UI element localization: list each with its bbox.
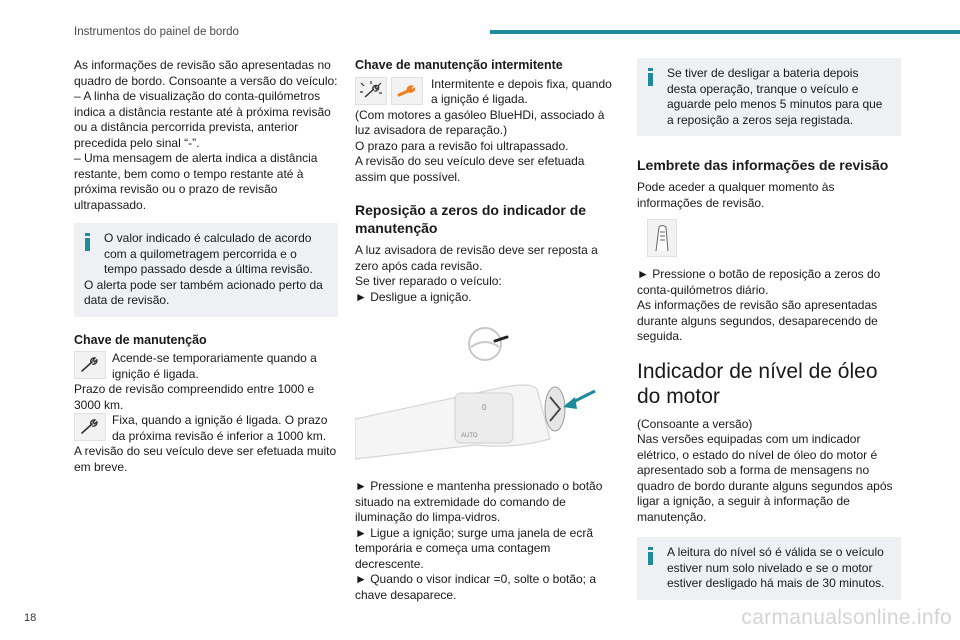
column-1 — [74, 58, 338, 475]
wrench-orange-icon — [391, 77, 423, 105]
watermark: carmanualsonline.info — [741, 606, 952, 629]
battery-note — [637, 58, 901, 136]
reminder-intro: Pode aceder a qualquer momento às informações de revisão. — [637, 180, 835, 210]
wrench-icon — [74, 413, 106, 441]
flashing-key-item: Intermitente e depois fixa, quando a ignição é ligada. — [355, 77, 617, 108]
column-3 — [637, 58, 901, 600]
note-line-2: O alerta pode ser também acionado perto da data de revisão. — [84, 277, 323, 307]
reminder-step-1: ► Pressione o botão de reposição a zeros do conta-quilómetros diário. — [637, 267, 881, 297]
intro-paragraph: As informações de revisão são apresentadas no quadro de bordo. Consoante a versão do veículo: — [74, 58, 338, 88]
page-number: 18 — [24, 612, 37, 624]
reset-intro-2: Se tiver reparado o veículo: — [355, 274, 502, 288]
intro-bullet-2: – Uma mensagem de alerta indica a distância restante, bem como o tempo restante até à próxima revisão ou o prazo de revisão ultrapassado. — [74, 151, 318, 212]
maintenance-key-item-1: Acende-se temporariamente quando a ignição é ligada. — [74, 351, 338, 382]
info-note — [74, 223, 338, 317]
heading-reminder: Lembrete das informações de revisão — [637, 157, 889, 173]
maintenance-key-item-2-after: A revisão do seu veículo deve ser efetuada muito em breve. — [74, 444, 337, 474]
page-header-title: Instrumentos do painel de bordo — [74, 26, 239, 38]
stalk-label-auto: AUTO — [461, 433, 478, 439]
flashing-after-2: O prazo para a revisão foi ultrapassado. — [355, 138, 569, 153]
oil-note — [637, 537, 901, 600]
flashing-after-3: A revisão do seu veículo deve ser efetuada assim que possível. — [355, 154, 585, 184]
reset-intro-1: A luz avisadora de revisão deve ser reposta a zero após cada revisão. — [355, 243, 598, 273]
flashing-wrench-icon — [355, 77, 387, 105]
battery-note-text: Se tiver de desligar a bateria depois desta operação, tranque o veículo e aguarde pelo menos 5 minutos para que a reposição a zeros seja registada. — [667, 66, 883, 127]
oil-note-text: A leitura do nível só é válida se o veículo estiver num solo nivelado e se o motor estiver desligado há mais de 30 minutos. — [667, 545, 885, 590]
oil-text-2: Nas versões equipadas com um indicador elétrico, o estado do nível de óleo do motor é apresentado sob a forma de mensagens no quadro de bordo durante alguns segundos após ligar a ignição, a seguir à informação de manutenção. — [637, 432, 893, 524]
heading-oil-level: Indicador de nível de óleo do motor — [637, 359, 878, 408]
reset-intro-3: ► Desligue a ignição. — [355, 289, 472, 304]
reset-step-3: ► Quando o visor indicar =0, solte o botão; a chave desaparece. — [355, 572, 597, 602]
trip-reset-button-icon — [647, 219, 677, 257]
column-2 — [355, 58, 617, 603]
reminder-step-2: As informações de revisão são apresentadas durante alguns segundos, desaparecendo de seguida. — [637, 298, 878, 343]
info-icon — [647, 547, 654, 565]
section-title-flashing-key: Chave de manutenção intermitente — [355, 58, 563, 72]
flashing-after-1: (Com motores a gasóleo BlueHDi, associado à luz avisadora de reparação.) — [355, 107, 605, 137]
stalk-label-0: 0 — [482, 403, 487, 412]
wrench-icon — [74, 351, 106, 379]
info-icon — [84, 233, 91, 251]
note-line-1: O valor indicado é calculado de acordo com a quilometragem percorrida e o tempo passado desde a última revisão. — [104, 231, 313, 276]
header-accent-bar — [490, 30, 960, 34]
intro-bullet-1: – A linha de visualização do conta-quilómetros indica a distância restante até à próxima revisão ou a distância percorrida prevista, anterior precedida pelo sinal “-”. — [74, 89, 331, 150]
section-title-maintenance-key: Chave de manutenção — [74, 332, 207, 347]
stalk-illustration — [355, 319, 617, 469]
info-icon — [647, 68, 654, 86]
maintenance-key-item-2: Fixa, quando a ignição é ligada. O prazo da próxima revisão é inferior a 1000 km. — [74, 413, 338, 444]
maintenance-key-item-1-after: Prazo de revisão compreendido entre 1000 e 3000 km. — [74, 382, 315, 412]
oil-text-1: (Consoante a versão) — [637, 416, 753, 431]
heading-reset-indicator: Reposição a zeros do indicador de manutenção — [355, 202, 587, 236]
reset-step-1: ► Pressione e mantenha pressionado o botão situado na extremidade do comando de iluminação do limpa-vidros. — [355, 479, 603, 524]
reset-step-2: ► Ligue a ignição; surge uma janela de ecrã temporária e começa uma contagem decrescente. — [355, 525, 594, 571]
